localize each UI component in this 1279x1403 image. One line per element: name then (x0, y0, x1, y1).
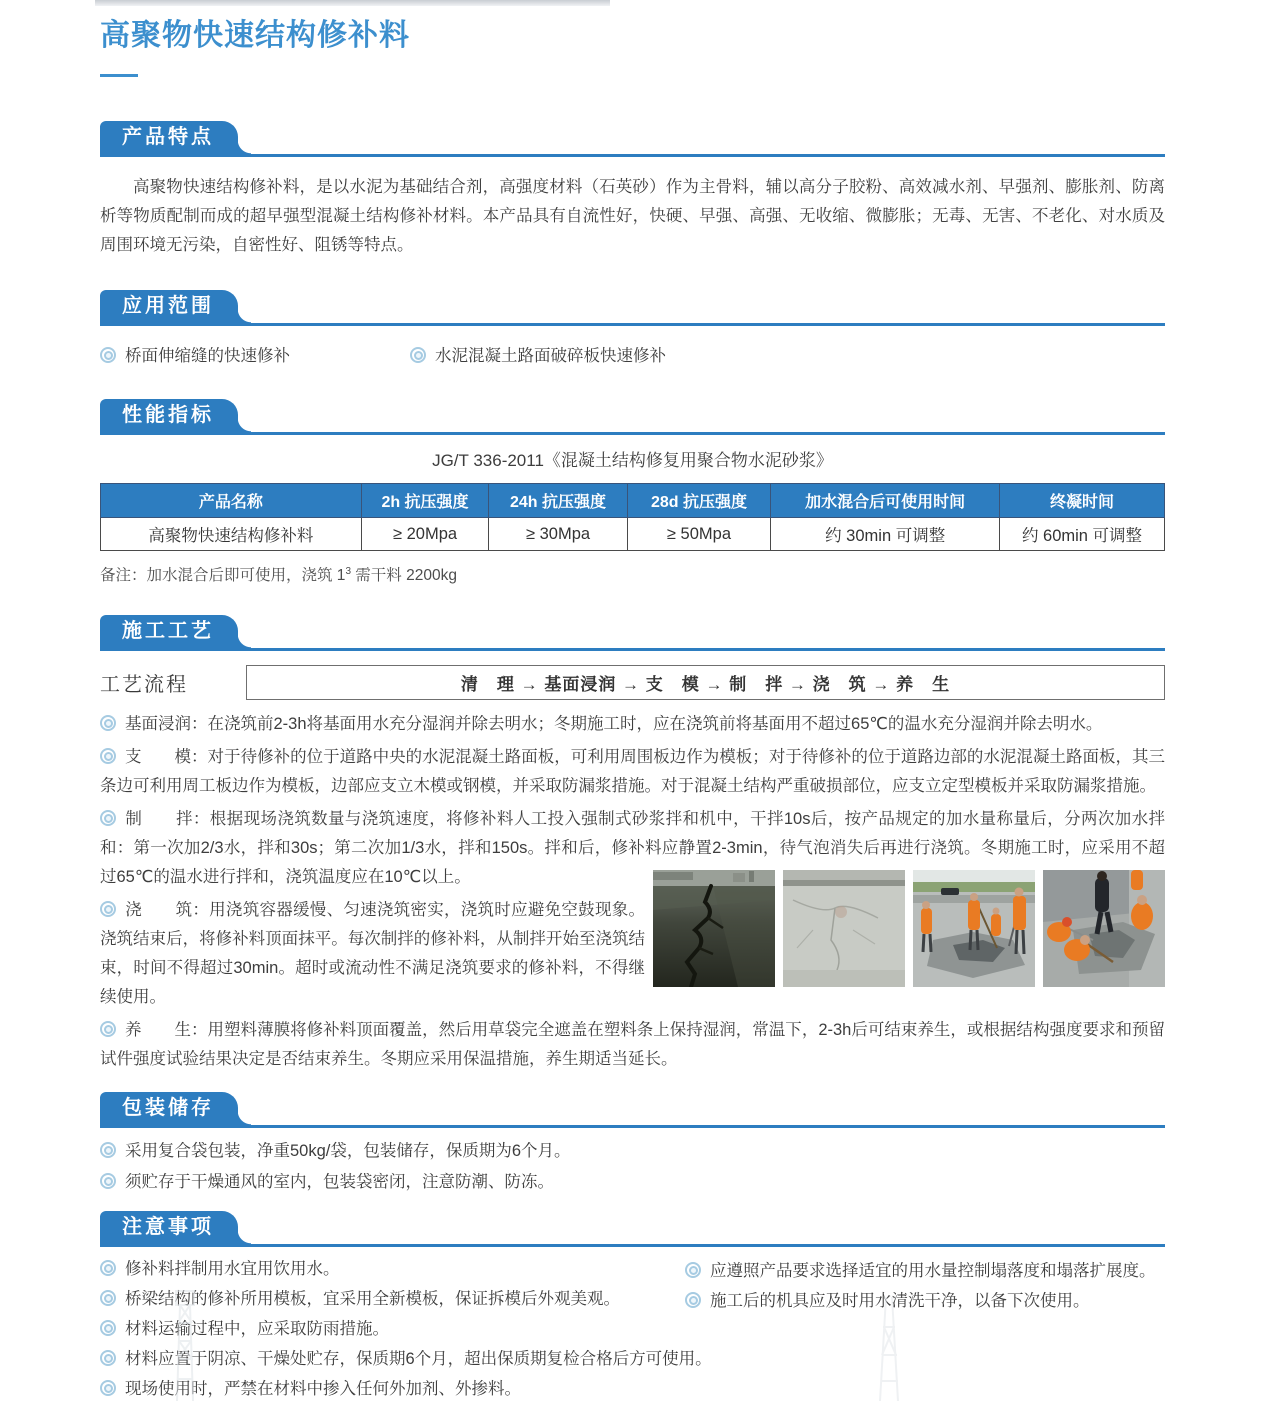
note-item-label: 施工后的机具应及时用水清洗干净，以备下次使用。 (710, 1292, 1090, 1311)
step-text: 支 模：对于待修补的位于道路中央的水泥混凝土路面板，可利用周围板边作为模板；对于待修补的位于道路边部的水泥混凝土路面板，其三条边可利用周工板边作为模板，边部应支立木模或钢模，并采取防漏浆措施。对于混凝土结构严重破损部位，应支立定型模板并采取防漏浆措施。 (100, 748, 1165, 796)
table-cell-product-name: 高聚物快速结构修补料 (101, 518, 362, 551)
note-item-label: 材料运输过程中，应采取防雨措施。 (125, 1320, 389, 1339)
packaging-item-label: 须贮存于干燥通风的室内，包装袋密闭，注意防潮、防冻。 (125, 1173, 554, 1192)
table-cell: ≥ 30Mpa (489, 518, 627, 551)
photo-cracked-concrete-slab (783, 870, 905, 987)
tower-watermark-right (858, 1297, 918, 1401)
section-performance (100, 399, 1165, 587)
section-packaging (100, 1092, 1165, 1197)
process-step (100, 1016, 1165, 1074)
section-features (100, 121, 1165, 260)
note-item-label: 应遵照产品要求选择适宜的用水量控制塌落度和塌落扩展度。 (710, 1262, 1156, 1281)
section-tab-process: 施工工艺 (100, 615, 238, 648)
application-items-row (100, 340, 1165, 373)
section-tab-performance: 性能指标 (100, 399, 238, 432)
title-underline (100, 74, 138, 77)
double-circle-bullet-icon (100, 1290, 116, 1306)
notes-right-column (685, 1255, 1165, 1317)
table-header-cell: 终凝时间 (1000, 484, 1165, 518)
list-item (100, 1136, 1165, 1166)
notes-columns (100, 1255, 1165, 1403)
tower-watermark-left (150, 1289, 220, 1401)
application-item-label: 桥面伸缩缝的快速修补 (125, 347, 290, 365)
list-item (100, 1375, 1165, 1403)
construction-photo-strip (653, 870, 1165, 987)
packaging-items (100, 1136, 1165, 1197)
table-cell: ≥ 20Mpa (361, 518, 489, 551)
footnote-text: 备注：加水混合后即可使用，浇筑 1 (100, 567, 346, 585)
section-heading-row-process (100, 615, 1165, 651)
list-item (100, 1345, 1165, 1373)
process-step (100, 710, 1165, 739)
section-tab-features: 产品特点 (100, 121, 238, 154)
flow-label: 工艺流程 (100, 674, 188, 697)
list-item (685, 1287, 1165, 1315)
section-application (100, 290, 1165, 373)
note-item-label: 材料应置于阴凉、干燥处贮存，保质期6个月，超出保质期复检合格后方可使用。 (125, 1350, 712, 1369)
page-title: 高聚物快速结构修补料 (100, 19, 410, 52)
process-step (100, 896, 1165, 1012)
double-circle-bullet-icon (100, 1320, 116, 1336)
section-heading-row-notes (100, 1211, 1165, 1247)
list-item (100, 1315, 1165, 1343)
top-edge-shadow (95, 0, 610, 6)
section-heading-row-application (100, 290, 1165, 326)
section-tab-notes: 注意事项 (100, 1211, 238, 1244)
photo-cracked-dark-road (653, 870, 775, 987)
section-heading-row-packaging (100, 1092, 1165, 1128)
application-item-label: 水泥混凝土路面破碎板快速修补 (435, 347, 666, 365)
list-item (410, 342, 666, 371)
table-row (101, 518, 1165, 551)
section-heading-row-features (100, 121, 1165, 157)
table-footnote (100, 561, 1165, 587)
section-heading-row-performance (100, 399, 1165, 435)
double-circle-bullet-icon (685, 1292, 701, 1308)
process-step (100, 743, 1165, 801)
step-text: 养 生：用塑料薄膜将修补料顶面覆盖，然后用草袋完全遮盖在塑料条上保持湿润，常温下，2-3h后可结束养生，或根据结构强度要求和预留试件强度试验结果决定是否结束养生。冬期应采用保温措施，养生期适当延长。 (100, 1021, 1165, 1069)
step-text: 浇 筑：用浇筑容器缓慢、匀速浇筑密实，浇筑时应避免空鼓现象。浇筑结束后，将修补料顶面抹平。每次制拌的修补料，从制拌开始至浇筑结束，时间不得超过30min。超时或流动性不满足浇筑要求的修补料，不得继续使用。 (100, 901, 645, 1007)
double-circle-bullet-icon (100, 1021, 116, 1037)
double-circle-bullet-icon (100, 901, 116, 917)
note-item-label: 桥梁结构的修补所用模板，宜采用全新模板，保证拆模后外观美观。 (125, 1290, 620, 1309)
table-cell: 约 30min 可调整 (771, 518, 1000, 551)
table-cell: ≥ 50Mpa (627, 518, 771, 551)
table-header-row (101, 484, 1165, 518)
list-item (100, 1167, 1165, 1197)
process-steps (100, 710, 1165, 1074)
double-circle-bullet-icon (100, 1142, 116, 1158)
table-header-cell: 2h 抗压强度 (361, 484, 489, 518)
double-circle-bullet-icon (685, 1262, 701, 1278)
table-cell: 约 60min 可调整 (1000, 518, 1165, 551)
double-circle-bullet-icon (100, 810, 116, 826)
section-process (100, 615, 1165, 1074)
double-circle-bullet-icon (100, 715, 116, 731)
process-flow-row (100, 665, 1165, 700)
table-header-cell: 产品名称 (101, 484, 362, 518)
standard-reference: JG/T 336-2011《混凝土结构修复用聚合物水泥砂浆》 (432, 451, 833, 470)
features-paragraph: 高聚物快速结构修补料，是以水泥为基础结合剂，高强度材料（石英砂）作为主骨料，辅以高分子胶粉、高效减水剂、早强剂、膨胀剂、防离析等物质配制而成的超早强型混凝土结构修补材料。本产品具有自流性好，快硬、早强、高强、无收缩、微膨胀；无毒、无害、不老化、对水质及周围环境无污染，自密性好、阻锈等特点。 (100, 178, 1165, 254)
flow-sequence-box: 清 理 → 基面浸润 → 支 模 → 制 拌 → 浇 筑 → 养 生 (246, 665, 1165, 700)
packaging-item-label: 采用复合袋包装，净重50kg/袋，包装储存，保质期为6个月。 (125, 1142, 571, 1161)
note-item-label: 修补料拌制用水宜用饮用水。 (125, 1260, 340, 1279)
photo-workers-breaking-pavement (913, 870, 1035, 987)
table-header-cell: 24h 抗压强度 (489, 484, 627, 518)
double-circle-bullet-icon (410, 347, 426, 363)
table-header-cell: 加水混合后可使用时间 (771, 484, 1000, 518)
double-circle-bullet-icon (100, 1260, 116, 1276)
list-item (685, 1257, 1165, 1285)
table-header-cell: 28d 抗压强度 (627, 484, 771, 518)
footnote-text: 需干料 2200kg (351, 567, 457, 585)
photo-workers-placing-repair-mortar (1043, 870, 1165, 987)
list-item (100, 342, 410, 371)
double-circle-bullet-icon (100, 1350, 116, 1366)
double-circle-bullet-icon (100, 1380, 116, 1396)
step-text: 制 拌：根据现场浇筑数量与浇筑速度，将修补料人工投入强制式砂浆拌和机中，干拌10s后，按产品规定的加水量称量后，分两次加水拌和：第一次加2/3水，拌和30s；第二次加1/3水，拌和150s。拌和后，修补料应静置2-3min，待气泡消失后再进行浇筑。冬期施工时，应采用不超过65℃的温水进行拌和，浇筑温度应在10℃以上。 (100, 810, 1165, 887)
cubic-superscript: 3 (345, 566, 351, 577)
note-item-label: 现场使用时，严禁在材料中掺入任何外加剂、外掺料。 (125, 1380, 521, 1399)
section-tab-packaging: 包装储存 (100, 1092, 238, 1125)
step-text: 基面浸润：在浇筑前2-3h将基面用水充分湿润并除去明水；冬期施工时，应在浇筑前将基面用不超过65℃的温水充分湿润并除去明水。 (125, 715, 1103, 734)
double-circle-bullet-icon (100, 748, 116, 764)
double-circle-bullet-icon (100, 347, 116, 363)
double-circle-bullet-icon (100, 1173, 116, 1189)
section-notes (100, 1211, 1165, 1403)
performance-table (100, 483, 1165, 551)
section-tab-application: 应用范围 (100, 290, 238, 323)
